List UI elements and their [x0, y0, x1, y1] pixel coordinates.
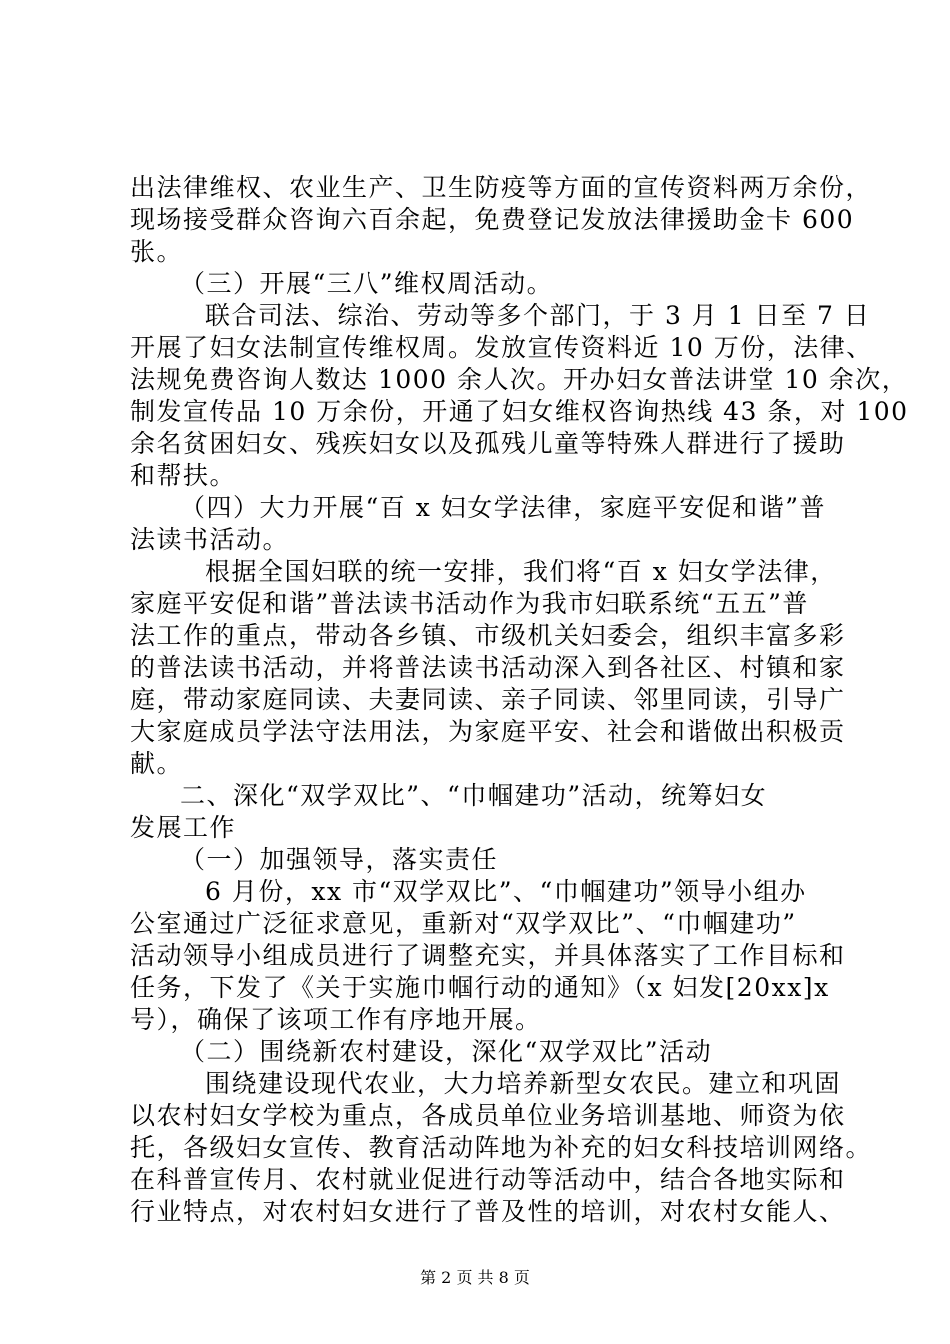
- text-line: 庭，带动家庭同读、夫妻同读、亲子同读、邻里同读，引导广: [130, 685, 846, 714]
- text-line: 联合司法、综治、劳动等多个部门，于 3 月 1 日至 7 日: [205, 301, 871, 330]
- text-line: 家庭平安促和谐”普法读书活动作为我市妇联系统“五五”普: [130, 589, 809, 618]
- text-line: 现场接受群众咨询六百余起，免费登记发放法律援助金卡 600: [130, 205, 855, 234]
- section-heading: （四）大力开展“百 x 妇女学法律，家庭平安促和谐”普: [180, 493, 827, 522]
- text-line: 托，各级妇女宣传、教育活动阵地为补充的妇女科技培训网络。: [130, 1133, 873, 1162]
- text-line: 号），确保了该项工作有序地开展。: [130, 1005, 542, 1034]
- text-line: 制发宣传品 10 万余份，开通了妇女维权咨询热线 43 条，对 100: [130, 397, 909, 426]
- text-line: 张。: [130, 237, 184, 266]
- text-line: 大家庭成员学法守法用法，为家庭平安、社会和谐做出积极贡: [130, 717, 846, 746]
- text-line: 6 月份，xx 市“双学双比”、“巾帼建功”领导小组办: [205, 877, 807, 906]
- section-heading: （二）围绕新农村建设，深化“双学双比”活动: [180, 1037, 713, 1066]
- text-line: 献。: [130, 749, 184, 778]
- text-line: 和帮扶。: [130, 461, 237, 490]
- section-heading: （一）加强领导，落实责任: [180, 845, 499, 874]
- text-line: 出法律维权、农业生产、卫生防疫等方面的宣传资料两万余份，: [130, 173, 873, 202]
- text-line: 法工作的重点，带动各乡镇、市级机关妇委会，组织丰富多彩: [130, 621, 846, 650]
- text-line: 根据全国妇联的统一安排，我们将“百 x 妇女学法律，: [205, 557, 837, 586]
- text-line: 的普法读书活动，并将普法读书活动深入到各社区、村镇和家: [130, 653, 846, 682]
- section-heading: 发展工作: [130, 813, 237, 842]
- text-line: 以农村妇女学校为重点，各成员单位业务培训基地、师资为依: [130, 1101, 846, 1130]
- text-line: 行业特点，对农村妇女进行了普及性的培训，对农村女能人、: [130, 1197, 846, 1226]
- text-line: 围绕建设现代农业，大力培养新型女农民。建立和巩固: [205, 1069, 842, 1098]
- text-line: 公室通过广泛征求意见，重新对“双学双比”、“巾帼建功”: [130, 909, 797, 938]
- text-line: 开展了妇女法制宣传维权周。发放宣传资料近 10 万份，法律、: [130, 333, 873, 362]
- text-line: 法规免费咨询人数达 1000 余人次。开办妇女普法讲堂 10 余次，: [130, 365, 909, 394]
- text-line: 在科普宣传月、农村就业促进行动等活动中，结合各地实际和: [130, 1165, 846, 1194]
- text-line: 任务，下发了《关于实施巾帼行动的通知》（x 妇发[20xx]x: [130, 973, 830, 1002]
- text-line: 活动领导小组成员进行了调整充实，并具体落实了工作目标和: [130, 941, 846, 970]
- section-heading: 二、深化“双学双比”、“巾帼建功”活动，统筹妇女: [180, 781, 768, 810]
- section-heading: （三）开展“三八”维权周活动。: [180, 269, 554, 298]
- text-line: 余名贫困妇女、残疾妇女以及孤残儿童等特殊人群进行了援助: [130, 429, 846, 458]
- section-heading: 法读书活动。: [130, 525, 290, 554]
- page-number-footer: 第 2 页 共 8 页: [420, 1268, 530, 1287]
